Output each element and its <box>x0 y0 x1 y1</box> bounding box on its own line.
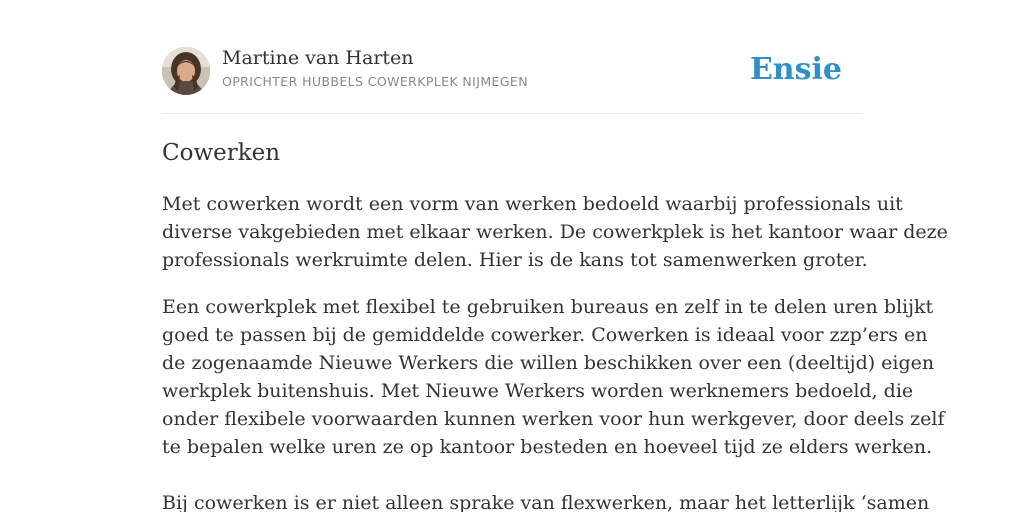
avatar-photo-icon <box>162 47 210 95</box>
paragraph-line: Met cowerken wordt een vorm van werken bedoeld waarbij professionals uit <box>162 193 903 215</box>
paragraph-line: goed te passen bij de gemiddelde cowerker. Cowerken is ideaal voor zzp’ers en <box>162 324 928 346</box>
author-avatar[interactable] <box>162 47 210 95</box>
paragraph-3 <box>162 489 930 512</box>
paragraph-2 <box>162 293 945 461</box>
paragraph-line: onder flexibele voorwaarden kunnen werken voor hun werkgever, door deels zelf <box>162 408 945 430</box>
author-name[interactable]: Martine van Harten <box>222 47 414 69</box>
paragraph-line: te bepalen welke uren ze op kantoor besteden en hoeveel tijd ze elders werken. <box>162 436 933 458</box>
ensie-logo[interactable]: Ensie <box>749 52 842 87</box>
author-title: OPRICHTER HUBBELS COWERKPLEK NIJMEGEN <box>222 74 528 89</box>
paragraph-line: Een cowerkplek met flexibel te gebruiken bureaus en zelf in te delen uren blijkt <box>162 296 934 318</box>
paragraph-line: werkplek buitenshuis. Met Nieuwe Werkers worden werknemers bedoeld, die <box>162 380 914 402</box>
paragraph-line: Bij cowerken is er niet alleen sprake van flexwerken, maar het letterlijk ‘samen <box>162 492 930 512</box>
paragraph-line: diverse vakgebieden met elkaar werken. De cowerkplek is het kantoor waar deze <box>162 221 948 243</box>
paragraph-line: professionals werkruimte delen. Hier is de kans tot samenwerken groter. <box>162 249 868 271</box>
author-header <box>162 46 862 96</box>
article-body <box>162 190 948 512</box>
paragraph-line: de zogenaamde Nieuwe Werkers die willen beschikken over een (deeltijd) eigen <box>162 352 935 374</box>
header-divider <box>162 113 862 114</box>
paragraph-1 <box>162 190 948 274</box>
article-title: Cowerken <box>162 140 281 166</box>
